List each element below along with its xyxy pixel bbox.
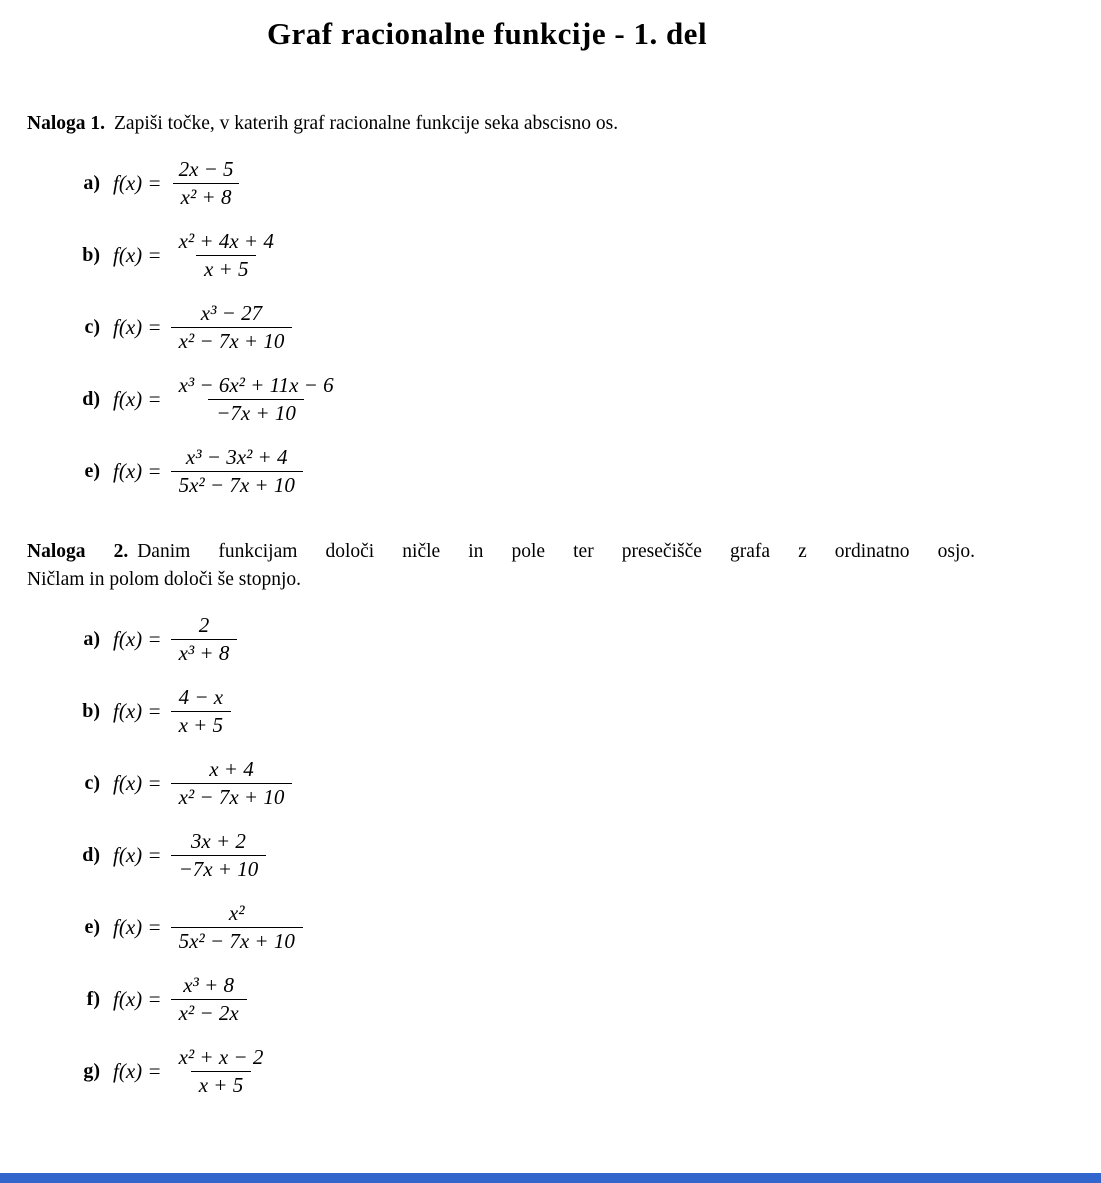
fraction	[171, 757, 293, 810]
fraction	[171, 157, 242, 210]
problem-2-text-line-2: Ničlam in polom določi še stopnjo.	[27, 569, 302, 590]
fraction-numerator: x² + 4x + 4	[178, 229, 274, 253]
fraction-numerator: x³ − 3x² + 4	[185, 445, 288, 469]
item-label: b)	[82, 244, 100, 266]
fraction-numerator: x + 4	[209, 757, 254, 781]
item-label: d)	[82, 844, 100, 866]
item-label: e)	[84, 460, 100, 482]
function-notation: f(x) =	[113, 243, 162, 267]
fraction-denominator: x + 5	[171, 711, 232, 738]
fraction-denominator: x² − 2x	[171, 999, 247, 1026]
fraction	[171, 901, 303, 954]
function-item-2c	[27, 757, 1073, 810]
fraction-denominator: 5x² − 7x + 10	[171, 927, 303, 954]
fraction-denominator: 5x² − 7x + 10	[171, 471, 303, 498]
problem-1-text: Zapiši točke, v katerih graf racionalne funkcije seka abscisno os.	[114, 113, 619, 134]
function-notation: f(x) =	[113, 843, 162, 867]
function-notation: f(x) =	[113, 771, 162, 795]
fraction-numerator: x²	[228, 901, 245, 925]
item-label: a)	[83, 628, 100, 650]
item-label: g)	[83, 1060, 100, 1082]
fraction	[171, 301, 293, 354]
function-item-2d	[27, 829, 1073, 882]
problem-2-text-line-1: Danim funkcijam določi ničle in pole ter presečišče grafa z ordinatno osjo.	[137, 541, 975, 562]
fraction	[171, 613, 238, 666]
function-notation: f(x) =	[113, 315, 162, 339]
item-label: a)	[83, 172, 100, 194]
fraction	[171, 445, 303, 498]
function-notation: f(x) =	[113, 1059, 162, 1083]
item-label: c)	[84, 316, 100, 338]
fraction-denominator: −7x + 10	[208, 399, 304, 426]
function-item-1a	[27, 157, 1073, 210]
problem-1-label: Naloga 1.	[27, 113, 105, 134]
function-item-1e	[27, 445, 1073, 498]
fraction-numerator: x³ + 8	[183, 973, 235, 997]
fraction	[171, 373, 342, 426]
fraction-denominator: x + 5	[191, 1071, 252, 1098]
item-label: e)	[84, 916, 100, 938]
problem-1-statement	[27, 110, 975, 137]
fraction	[171, 229, 282, 282]
problem-2-items	[27, 613, 1073, 1098]
function-notation: f(x) =	[113, 915, 162, 939]
function-notation: f(x) =	[113, 627, 162, 651]
function-item-1c	[27, 301, 1073, 354]
fraction-numerator: 3x + 2	[190, 829, 246, 853]
function-item-1d	[27, 373, 1073, 426]
worksheet-page	[0, 16, 1101, 1098]
fraction-denominator: x + 5	[196, 255, 257, 282]
problem-2-label: Naloga 2.	[27, 541, 129, 562]
fraction-numerator: 4 − x	[178, 685, 224, 709]
problem-1	[27, 110, 1073, 498]
fraction-numerator: x³ − 6x² + 11x − 6	[178, 373, 334, 397]
fraction-numerator: x² + x − 2	[178, 1045, 264, 1069]
function-notation: f(x) =	[113, 987, 162, 1011]
item-label: d)	[82, 388, 100, 410]
function-notation: f(x) =	[113, 387, 162, 411]
fraction-denominator: x² + 8	[173, 183, 240, 210]
fraction-denominator: x² − 7x + 10	[171, 327, 293, 354]
function-item-2e	[27, 901, 1073, 954]
function-item-2f	[27, 973, 1073, 1026]
fraction-denominator: −7x + 10	[171, 855, 267, 882]
item-label: c)	[84, 772, 100, 794]
fraction	[171, 973, 247, 1026]
function-item-2a	[27, 613, 1073, 666]
fraction	[171, 1045, 272, 1098]
function-item-2b	[27, 685, 1073, 738]
problem-2	[27, 538, 1073, 1098]
fraction	[171, 829, 267, 882]
fraction-numerator: 2x − 5	[178, 157, 234, 181]
page-title: Graf racionalne funkcije - 1. del	[266, 16, 708, 51]
fraction-denominator: x³ + 8	[171, 639, 238, 666]
function-notation: f(x) =	[113, 699, 162, 723]
function-notation: f(x) =	[113, 171, 162, 195]
function-item-1b	[27, 229, 1073, 282]
fraction	[171, 685, 232, 738]
fraction-numerator: x³ − 27	[200, 301, 263, 325]
function-item-2g	[27, 1045, 1073, 1098]
fraction-numerator: 2	[198, 613, 210, 637]
footer-accent-bar	[0, 1173, 1101, 1183]
problem-2-statement-line-1	[27, 538, 975, 565]
item-label: b)	[82, 700, 100, 722]
function-notation: f(x) =	[113, 459, 162, 483]
item-label: f)	[86, 988, 100, 1010]
problem-2-statement-line-2	[27, 566, 975, 593]
fraction-denominator: x² − 7x + 10	[171, 783, 293, 810]
problem-1-items	[27, 157, 1073, 498]
